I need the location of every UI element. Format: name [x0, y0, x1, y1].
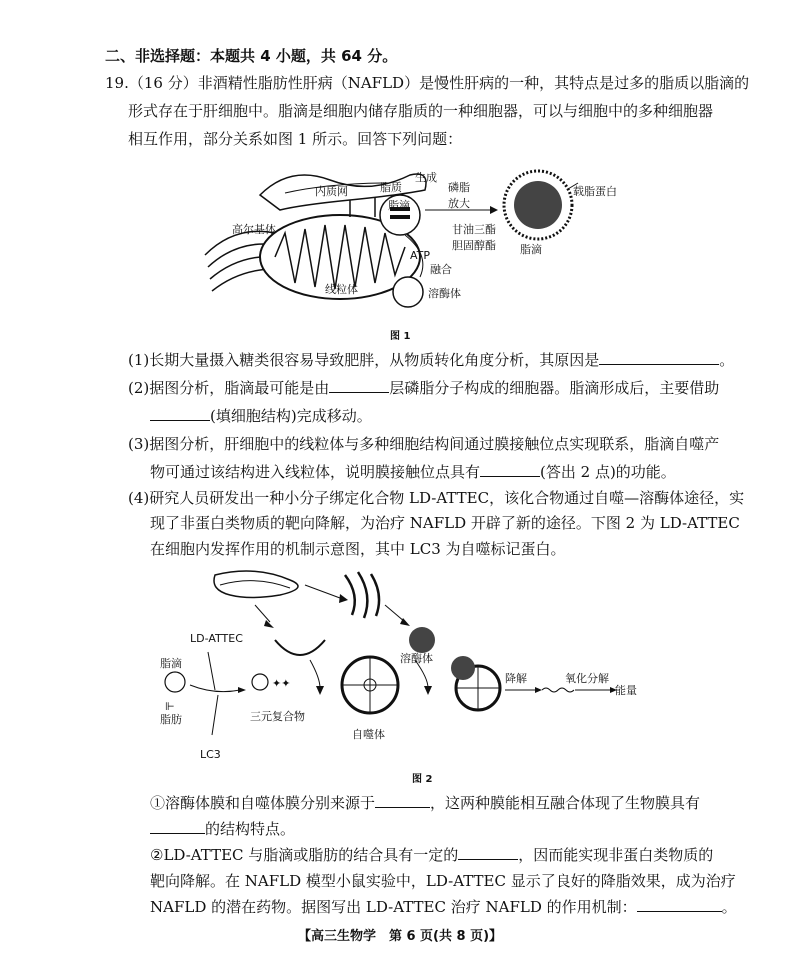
sub1-blank1[interactable]	[375, 793, 430, 808]
sub2-line1	[150, 845, 713, 865]
q1-text: (1)长期大量摄入糖类很容易导致肥胖，从物质转化角度分析，其原因是	[128, 351, 600, 369]
sub1-line1-b: ，这两种膜能相互融合体现了生物膜具有	[430, 794, 701, 812]
q1-line	[128, 350, 734, 370]
golgi-shape-fig2	[345, 572, 379, 618]
label-cholesteryl: 胆固醇酯	[452, 239, 496, 252]
sub1-blank2[interactable]	[150, 819, 205, 834]
sub1-line1	[150, 793, 700, 813]
label-apoprotein: 载脂蛋白	[573, 185, 617, 198]
sub2-line2: 靶向降解。在 NAFLD 模型小鼠实验中，LD-ATTEC 显示了良好的降脂效果，成为治疗	[150, 872, 736, 890]
label-droplet-center: 脂滴	[388, 199, 410, 212]
sub2-line1-b: ，因而能实现非蛋白类物质的	[518, 846, 714, 864]
q3-blank[interactable]	[480, 462, 540, 477]
q3-line2	[150, 462, 676, 482]
label-mitochondrion: 线粒体	[325, 283, 358, 296]
label-autophagosome: 自噬体	[352, 728, 385, 741]
q3-line1: (3)据图分析，肝细胞中的线粒体与多种细胞结构间通过膜接触位点实现联系，脂滴自噬产	[128, 435, 720, 453]
label-lysosome-fig2: 溶酶体	[400, 652, 433, 665]
q2-blank1[interactable]	[329, 378, 389, 393]
label-energy: 能量	[615, 684, 637, 697]
label-triglyceride: 甘油三酯	[452, 223, 496, 236]
q1-answer-blank[interactable]	[599, 350, 719, 365]
q2-blank2[interactable]	[150, 406, 210, 421]
q4-line2: 现了非蛋白类物质的靶向降解，为治疗 NAFLD 开辟了新的途径。下图 2 为 LD-ATTEC	[150, 514, 740, 532]
figure-2-caption: 图 2	[412, 774, 433, 785]
q3-line2-a: 物可通过该结构进入线粒体，说明膜接触位点具有	[150, 463, 481, 481]
q19-intro-line1: 19.（16 分）非酒精性脂肪性肝病（NAFLD）是慢性肝病的一种，其特点是过多的脂质以脂滴的	[105, 74, 750, 92]
q3-line2-b: (答出 2 点)的功能。	[540, 463, 676, 481]
label-degrade: 降解	[505, 672, 527, 685]
sub1-line2-text: 的结构特点。	[205, 820, 296, 838]
droplet-shape	[165, 672, 185, 692]
figure-1-caption: 图 1	[390, 331, 411, 342]
er-shape-fig2	[214, 571, 298, 598]
label-generate: 生成	[415, 171, 437, 184]
sub2-line3-end: 。	[721, 898, 737, 916]
q2-line1	[128, 378, 719, 398]
label-lc3: LC3	[200, 748, 221, 761]
lysosome-shape-fig1	[393, 277, 423, 307]
q2-line1-a: (2)据图分析，脂滴最可能是由	[128, 379, 330, 397]
label-er: 内质网	[315, 185, 348, 198]
label-lipid: 脂质	[380, 181, 402, 194]
q2-line1-b: 层磷脂分子构成的细胞器。脂滴形成后，主要借助	[389, 379, 720, 397]
sub1-line2	[150, 819, 295, 839]
q2-line2-text: (填细胞结构)完成移动。	[210, 407, 372, 425]
q1-end: 。	[719, 351, 735, 369]
label-lysosome: 溶酶体	[428, 287, 461, 300]
q19-intro-line3: 相互作用，部分关系如图 1 所示。回答下列问题：	[128, 130, 463, 148]
label-enlarge: 放大	[448, 197, 470, 210]
label-phospholipid: 磷脂	[448, 181, 470, 194]
section-title: 二、非选择题：本题共 4 小题，共 64 分。	[105, 47, 398, 65]
svg-text:⊩: ⊩	[165, 700, 175, 713]
sub2-blank1[interactable]	[458, 845, 518, 860]
figure-2-diagram	[160, 560, 640, 760]
label-droplet: 脂滴	[160, 657, 182, 670]
sub2-line3-a: NAFLD 的潜在药物。据图写出 LD-ATTEC 治疗 NAFLD 的作用机制：	[150, 898, 637, 916]
sub1-line1-a: ①溶酶体膜和自噬体膜分别来源于	[150, 794, 376, 812]
label-ldattec: LD-ATTEC	[190, 632, 243, 645]
ternary-droplet	[252, 674, 268, 690]
label-fusion: 融合	[430, 263, 452, 276]
label-ternary: 三元复合物	[250, 710, 305, 723]
sub2-blank2[interactable]	[637, 897, 722, 912]
figure-1-diagram	[190, 155, 617, 325]
svg-text:✦✦: ✦✦	[272, 677, 291, 690]
q4-line3: 在细胞内发挥作用的机制示意图，其中 LC3 为自噬标记蛋白。	[150, 540, 566, 558]
page-footer: 【高三生物学 第 6 页(共 8 页)】	[297, 929, 503, 944]
sub2-line1-a: ②LD-ATTEC 与脂滴或脂肪的结合具有一定的	[150, 846, 459, 864]
label-golgi: 高尔基体	[232, 223, 276, 236]
label-droplet-right: 脂滴	[520, 243, 542, 256]
q4-line1: (4)研究人员研发出一种小分子绑定化合物 LD-ATTEC，该化合物通过自噬—溶酶体途径，实	[128, 489, 745, 507]
lysosome-shape-fig2	[409, 627, 435, 653]
label-oxidize: 氧化分解	[565, 672, 609, 685]
label-fat: 脂肪	[160, 713, 182, 726]
q2-line2	[150, 406, 372, 426]
sub2-line3	[150, 897, 737, 917]
label-atp: ATP	[410, 249, 431, 262]
q19-intro-line2: 形式存在于肝细胞中。脂滴是细胞内储存脂质的一种细胞器，可以与细胞中的多种细胞器	[128, 102, 714, 120]
